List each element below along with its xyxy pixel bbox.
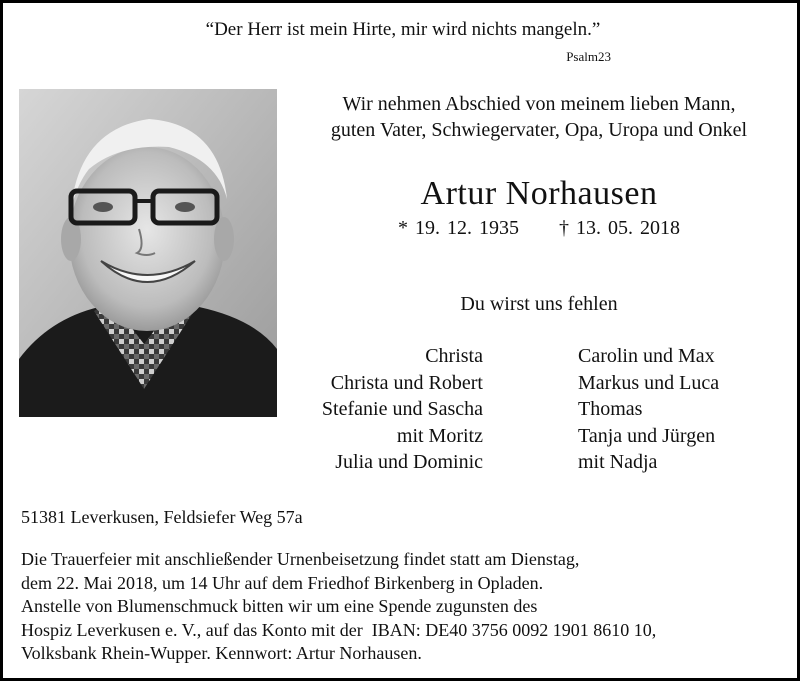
portrait-image bbox=[19, 89, 277, 417]
mourner-name: mit Nadja bbox=[578, 451, 658, 473]
intro-line-2: guten Vater, Schwiegervater, Opa, Uropa und Onkel bbox=[330, 119, 748, 141]
birth-symbol: * bbox=[398, 217, 408, 239]
funeral-line: Die Trauerfeier mit anschließender Urnenbeisetzung findet statt am Dienstag, bbox=[21, 549, 580, 569]
mourner-name: Christa und Robert bbox=[330, 371, 483, 394]
deceased-name: Artur Norhausen bbox=[420, 175, 658, 212]
intro-line-1: Wir nehmen Abschied von meinem lieben Mann, bbox=[342, 93, 736, 115]
funeral-line: Hospiz Leverkusen e. V., auf das Konto mit der IBAN: DE40 3756 0092 1901 8610 10, bbox=[21, 619, 657, 640]
death-date: 13. 05. 2018 bbox=[576, 217, 680, 239]
mourner-name: Thomas bbox=[578, 398, 643, 420]
missing-you-text: Du wirst uns fehlen bbox=[460, 293, 618, 315]
mourner-name: mit Moritz bbox=[396, 424, 483, 447]
mourner-name: Markus und Luca bbox=[578, 371, 720, 394]
mourners-right-column bbox=[578, 343, 719, 476]
mourner-name: Christa bbox=[425, 345, 483, 367]
portrait-photo bbox=[19, 89, 277, 417]
mourner-name: Julia und Dominic bbox=[335, 451, 483, 473]
birth-date: 19. 12. 1935 bbox=[415, 217, 519, 239]
mourner-name: Tanja und Jürgen bbox=[578, 424, 716, 447]
funeral-info bbox=[21, 548, 656, 666]
mourner-name: Carolin und Max bbox=[578, 345, 715, 367]
funeral-line: Volksbank Rhein-Wupper. Kennwort: Artur Norhausen. bbox=[21, 643, 422, 663]
mourners-left-column bbox=[322, 343, 483, 476]
intro-text bbox=[289, 91, 789, 143]
address-line: 51381 Leverkusen, Feldsiefer Weg 57a bbox=[21, 507, 303, 527]
funeral-line: Anstelle von Blumenschmuck bitten wir um eine Spende zugunsten des bbox=[21, 596, 538, 616]
death-symbol: † bbox=[559, 217, 569, 239]
mourner-name: Stefanie und Sascha bbox=[321, 398, 483, 420]
life-dates bbox=[289, 217, 789, 240]
funeral-line: dem 22. Mai 2018, um 14 Uhr auf dem Friedhof Birkenberg in Opladen. bbox=[21, 572, 544, 593]
psalm-quote: “Der Herr ist mein Hirte, mir wird nichts mangeln.” bbox=[205, 19, 601, 40]
psalm-source: Psalm23 bbox=[566, 49, 611, 64]
